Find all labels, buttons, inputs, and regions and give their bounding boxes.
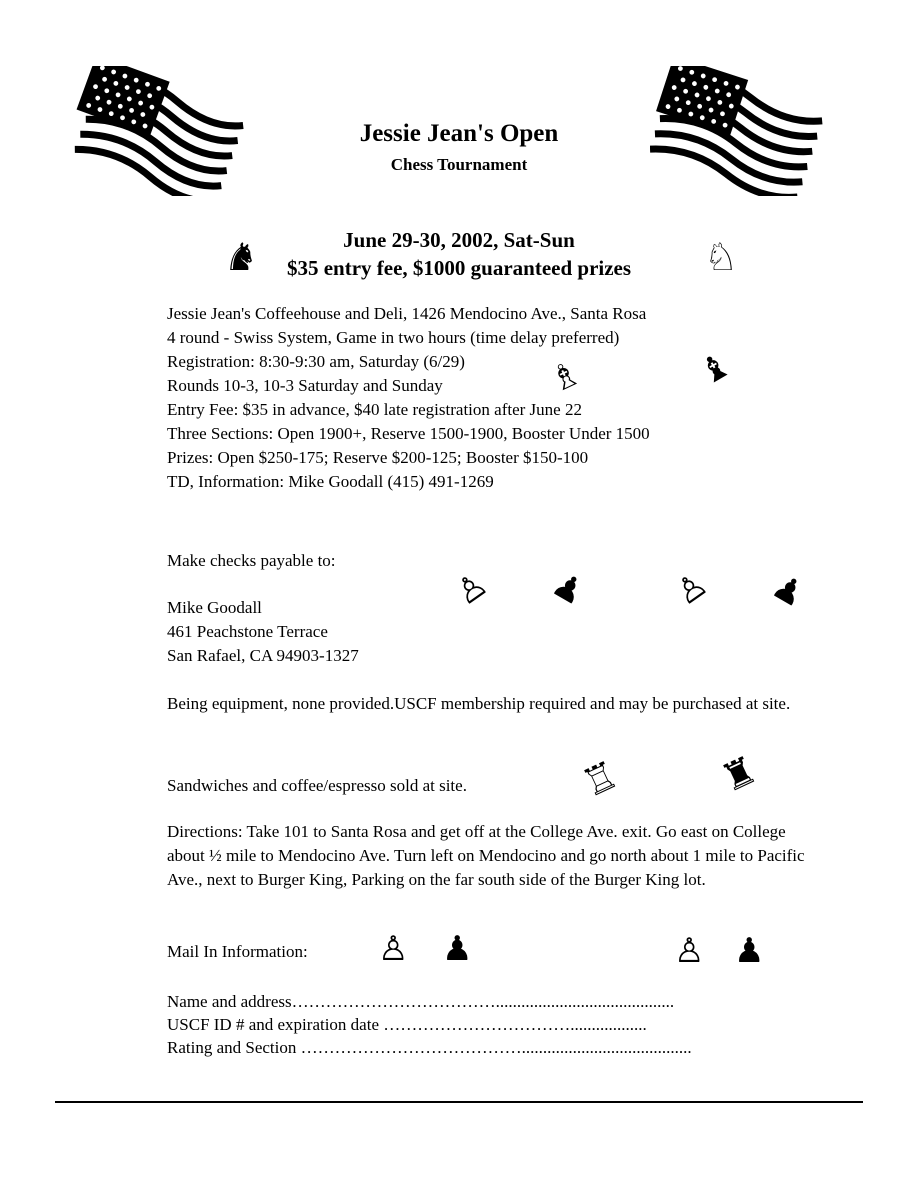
entry-fee-headline: $35 entry fee, $1000 guaranteed prizes — [286, 256, 632, 280]
detail-line: Registration: 8:30-9:30 am, Saturday (6/29) — [167, 352, 465, 371]
chess-pawn-icon: ♟ — [734, 931, 765, 971]
rating-section-field: Rating and Section …………………………………........................................ — [167, 1038, 692, 1057]
detail-line: Entry Fee: $35 in advance, $40 late registration after June 22 — [167, 400, 582, 419]
directions: Directions: Take 101 to Santa Rosa and get off at the College Ave. exit. Go east on College about ½ mile to Mendocino Ave. Turn left on Mendocino and go north about 1 mile to Pacific Ave., next to Burger King, Parking on the far south side of the Burger King lot. — [167, 822, 805, 889]
detail-line: Jessie Jean's Coffeehouse and Deli, 1426 Mendocino Ave., Santa Rosa — [167, 304, 647, 323]
detail-line: Rounds 10-3, 10-3 Saturday and Sunday — [167, 376, 443, 395]
detail-line: TD, Information: Mike Goodall (415) 491-1269 — [167, 472, 494, 491]
chess-pawn-icon: ♙ — [674, 931, 705, 971]
chess-pawn-icon: ♟ — [545, 564, 592, 614]
chess-pawn-icon: ♟ — [442, 929, 473, 969]
chess-bishop-icon: ♗ — [542, 352, 588, 402]
chess-pawn-icon: ♙ — [378, 929, 409, 969]
mail-form-fields — [167, 990, 692, 1059]
chess-pawn-icon: ♙ — [667, 563, 716, 615]
payee-street: 461 Peachstone Terrace — [167, 622, 328, 641]
food-note: Sandwiches and coffee/espresso sold at site. — [167, 776, 467, 795]
chess-pawn-icon: ♟ — [765, 566, 812, 616]
payable-address — [167, 596, 359, 668]
equipment-note: Being equipment, none provided.USCF membership required and may be purchased at site. — [167, 694, 791, 713]
divider — [55, 1101, 863, 1103]
event-date: June 29-30, 2002, Sat-Sun — [343, 228, 575, 252]
uscf-id-field: USCF ID # and expiration date …………………………….................. — [167, 1015, 647, 1034]
mail-label: Mail In Information: — [167, 942, 308, 961]
detail-line: Three Sections: Open 1900+, Reserve 1500-1900, Booster Under 1500 — [167, 424, 650, 443]
detail-line: Prizes: Open $250-175; Reserve $200-125; Booster $150-100 — [167, 448, 589, 467]
page-subtitle: Chess Tournament — [390, 155, 528, 174]
chess-pawn-icon: ♙ — [447, 563, 496, 615]
payable-label: Make checks payable to: — [167, 551, 336, 570]
payee-name: Mike Goodall — [167, 598, 262, 617]
chess-rook-icon: ♖ — [575, 751, 625, 807]
detail-line: 4 round - Swiss System, Game in two hours (time delay preferred) — [167, 328, 620, 347]
payee-city: San Rafael, CA 94903-1327 — [167, 646, 359, 665]
page-title: Jessie Jean's Open — [359, 120, 559, 147]
chess-rook-icon: ♜ — [714, 746, 764, 802]
tournament-details — [167, 302, 650, 494]
chess-knight-icon: ♘ — [704, 235, 739, 279]
chess-knight-icon: ♞ — [224, 235, 259, 279]
name-address-field: Name and address……………………………….......................................... — [167, 992, 675, 1011]
chess-bishop-icon: ♝ — [692, 344, 739, 394]
